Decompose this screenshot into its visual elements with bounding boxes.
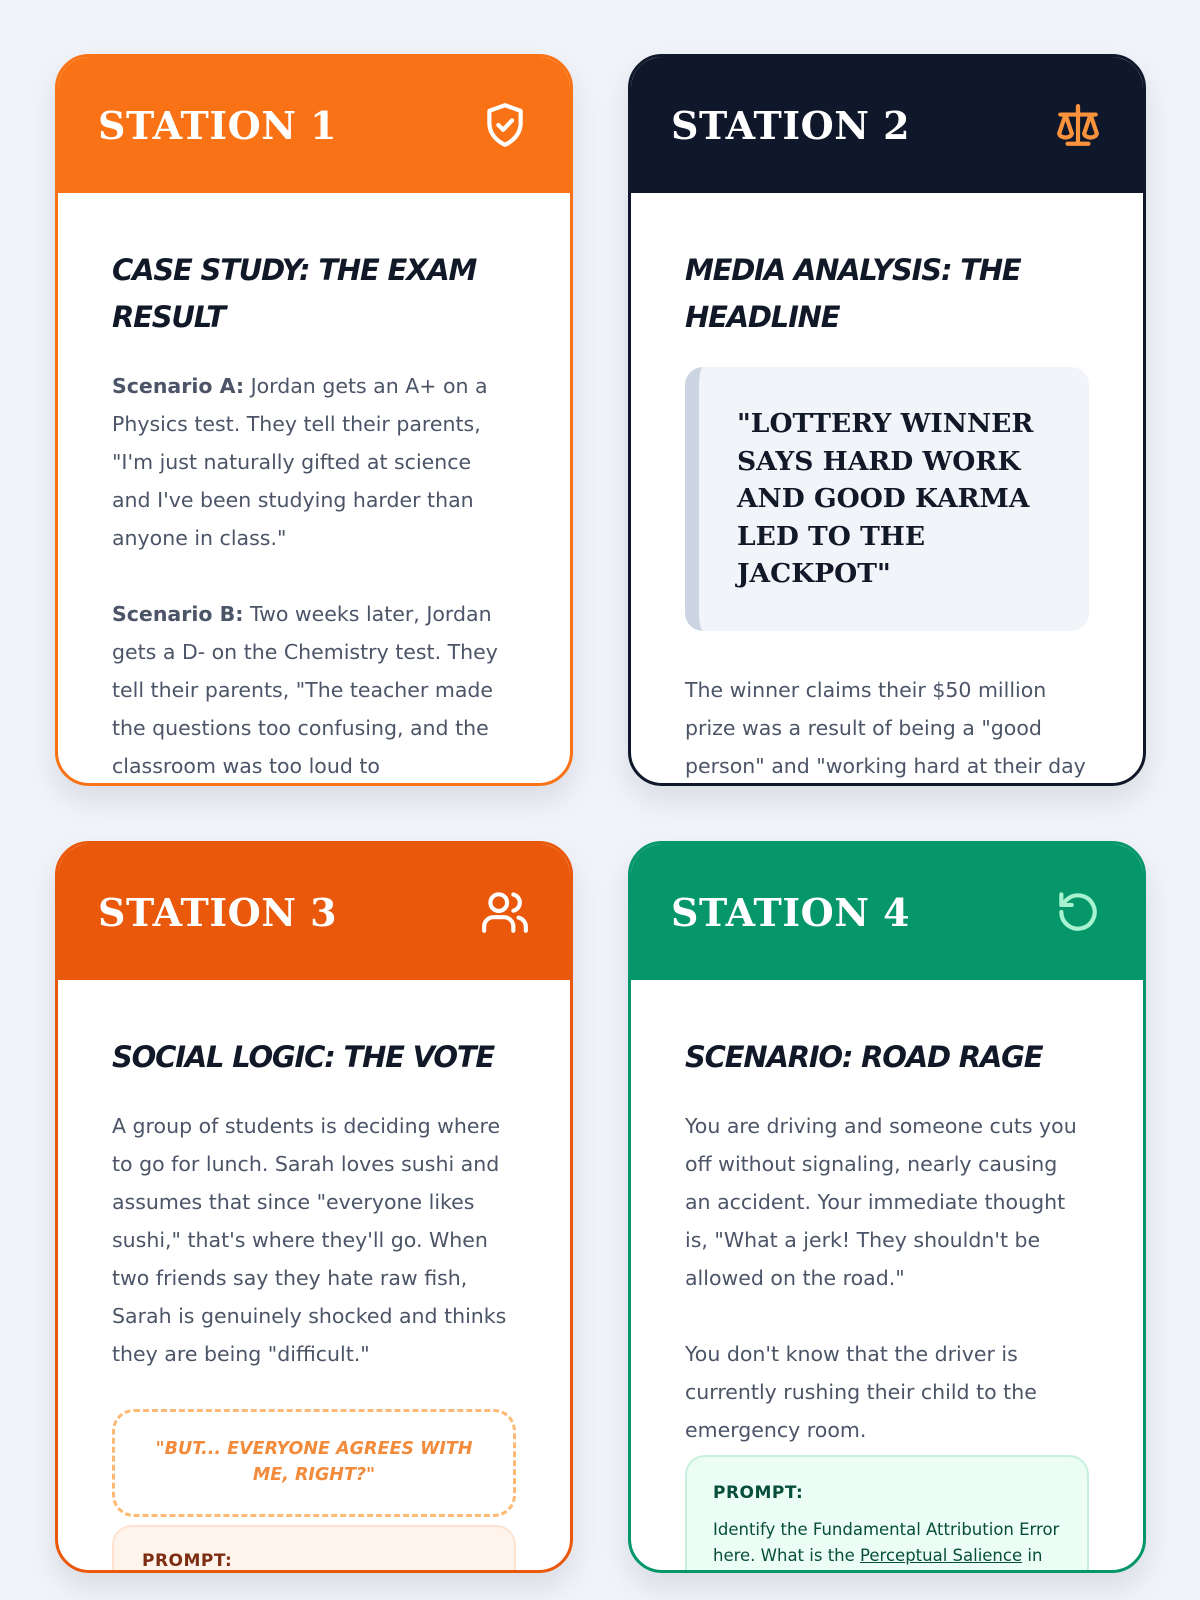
scenario-a-text: Jordan gets an A+ on a Physics test. They tell their parents, "I'm just naturally gifted at science and I've been studying harder than anyone in class." — [112, 374, 488, 550]
callout-box — [112, 1409, 516, 1517]
station-body — [631, 980, 1143, 1573]
perceptual-salience-term: Perceptual Salience — [860, 1546, 1023, 1565]
scenario-text-2: You don't know that the driver is currently rushing their child to the emergency room. — [685, 1342, 1037, 1442]
station-title: STATION 3 — [98, 889, 338, 935]
card-title: SOCIAL LOGIC: THE VOTE — [112, 1040, 495, 1074]
prompt-text-end: in — [1022, 1546, 1043, 1565]
station-card-4 — [628, 841, 1146, 1573]
prompt-label: PROMPT: — [142, 1551, 233, 1571]
station-card-2 — [628, 54, 1146, 786]
station-card-1 — [55, 54, 573, 786]
station-header — [631, 57, 1143, 193]
headline-text: "LOTTERY WINNER SAYS HARD WORK AND GOOD KARMA LED TO THE JACKPOT" — [737, 408, 1034, 589]
prompt-text — [713, 1517, 1061, 1569]
station-body — [631, 193, 1143, 785]
card-title: MEDIA ANALYSIS: THE HEADLINE — [685, 253, 1021, 334]
station-header — [631, 844, 1143, 980]
shield-check-icon — [480, 100, 530, 150]
scenario-b-text: Two weeks later, Jordan gets a D- on the Chemistry test. They tell their parents, "The teacher made the questions too confusing, and the classroom was too loud to — [112, 602, 498, 778]
prompt-text-start: Identify the Fundamental Attribution Error here. What is the — [713, 1520, 1060, 1565]
scenario-text: A group of students is deciding where to go for lunch. Sarah loves sushi and assumes that since "everyone likes sushi," that's where they'll go. When two friends say they hate raw fish, Sarah is genuinely shocked and thinks they are being "difficult." — [112, 1114, 507, 1366]
callout-text: "BUT... EVERYONE AGREES WITH ME, RIGHT?" — [155, 1439, 473, 1485]
station-card-3 — [55, 841, 573, 1573]
scenario-a — [112, 367, 516, 557]
station-body — [58, 980, 570, 1573]
scenario-b — [112, 595, 516, 785]
prompt-box — [112, 1525, 516, 1573]
prompt-label: PROMPT: — [713, 1483, 804, 1503]
station-header — [58, 844, 570, 980]
users-icon — [480, 887, 530, 937]
scenario-text-1: You are driving and someone cuts you off without signaling, nearly causing an accident. Your immediate thought is, "What a jerk! They shouldn't be allowed on the road." — [685, 1114, 1077, 1290]
rotate-ccw-icon — [1053, 887, 1103, 937]
scenario-a-label: Scenario A: — [112, 374, 245, 398]
scale-icon — [1053, 100, 1103, 150]
card-title: SCENARIO: ROAD RAGE — [685, 1040, 1043, 1074]
station-body — [58, 193, 570, 785]
scenario-b-label: Scenario B: — [112, 602, 244, 626]
headline-description: The winner claims their $50 million prize was a result of being a "good person" and "working hard at their day — [685, 677, 1086, 778]
station-title: STATION 1 — [98, 102, 338, 148]
card-title: CASE STUDY: THE EXAM RESULT — [112, 253, 477, 334]
prompt-box — [685, 1455, 1089, 1573]
headline-quote — [685, 367, 1089, 631]
station-title: STATION 2 — [671, 102, 911, 148]
station-header — [58, 57, 570, 193]
station-title: STATION 4 — [671, 889, 911, 935]
